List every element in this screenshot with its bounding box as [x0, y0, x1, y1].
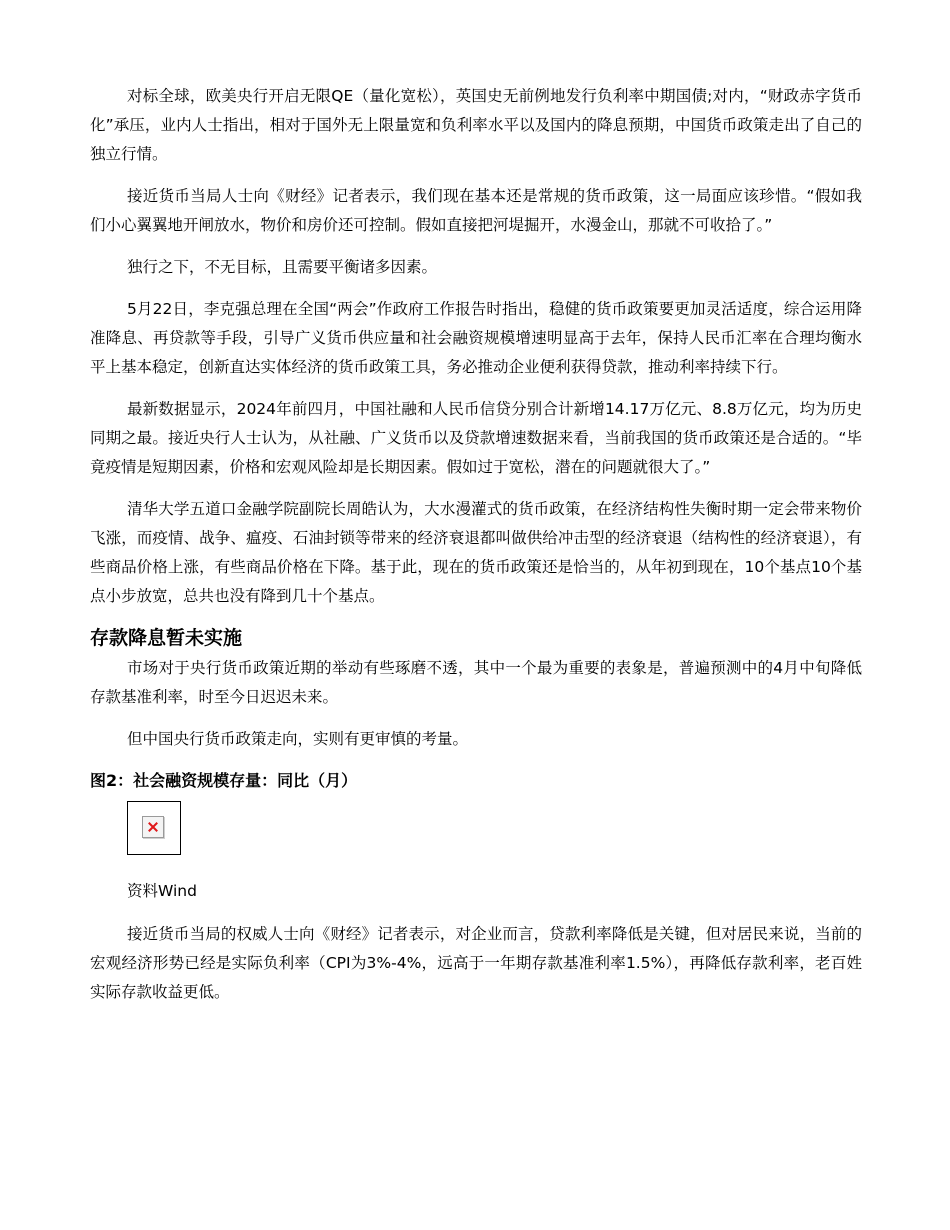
paragraph: 最新数据显示，2024年前四月，中国社融和人民币信贷分别合计新增14.17万亿元、8.8万亿元，均为历史同期之最。接近央行人士认为，从社融、广义货币以及贷款增速数据来看，当前我国的货币政策还是合适的。“毕竟疫情是短期因素，价格和宏观风险却是长期因素。假如过于宽松，潜在的问题就很大了。”: [90, 400, 862, 476]
broken-image-icon: [142, 816, 164, 838]
paragraph: 市场对于央行货币政策近期的举动有些琢磨不透，其中一个最为重要的表象是，普遍预测中的4月中旬降低存款基准利率，时至今日迟迟未来。: [90, 659, 862, 706]
paragraph: 对标全球，欧美央行开启无限QE（量化宽松），英国史无前例地发行负利率中期国债;对内，“财政赤字货币化”承压，业内人士指出，相对于国外无上限量宽和负利率水平以及国内的降息预期，中国货币政策走出了自己的独立行情。: [90, 87, 862, 163]
section-heading: 存款降息暂未实施: [90, 627, 243, 649]
figure-title: 图2：社会融资规模存量：同比（月）: [90, 771, 358, 790]
figure-source: 资料Wind: [127, 882, 197, 900]
paragraph: 但中国央行货币政策走向，实则有更审慎的考量。: [127, 730, 469, 748]
figure-image-placeholder: [127, 801, 181, 855]
paragraph: 接近货币当局的权威人士向《财经》记者表示，对企业而言，贷款利率降低是关键，但对居民来说，当前的宏观经济形势已经是实际负利率（CPI为3%-4%，远高于一年期存款基准利率1.5%），再降低存款利率，老百姓实际存款收益更低。: [90, 925, 862, 1001]
paragraph: 5月22日，李克强总理在全国“两会”作政府工作报告时指出，稳健的货币政策要更加灵活适度，综合运用降准降息、再贷款等手段，引导广义货币供应量和社会融资规模增速明显高于去年，保持人民币汇率在合理均衡水平上基本稳定，创新直达实体经济的货币政策工具，务必推动企业便利获得贷款，推动利率持续下行。: [90, 300, 862, 376]
article-body: [90, 82, 862, 1020]
paragraph: 接近货币当局人士向《财经》记者表示，我们现在基本还是常规的货币政策，这一局面应该珍惜。“假如我们小心翼翼地开闸放水，物价和房价还可控制。假如直接把河堤掘开，水漫金山，那就不可收拾了。”: [90, 187, 862, 234]
paragraph: 清华大学五道口金融学院副院长周皓认为，大水漫灌式的货币政策，在经济结构性失衡时期一定会带来物价飞涨，而疫情、战争、瘟疫、石油封锁等带来的经济衰退都叫做供给冲击型的经济衰退（结构性的经济衰退），有些商品价格上涨，有些商品价格在下降。基于此，现在的货币政策还是恰当的，从年初到现在，10个基点10个基点小步放宽，总共也没有降到几十个基点。: [90, 500, 862, 605]
paragraph: 独行之下，不无目标，且需要平衡诸多因素。: [127, 258, 438, 276]
